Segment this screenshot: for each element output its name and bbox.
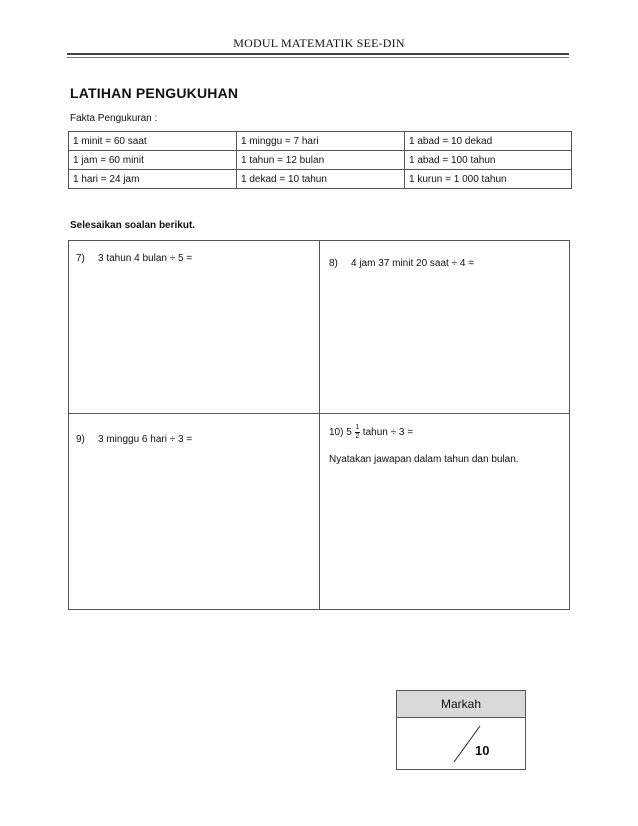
question-9 <box>76 434 192 445</box>
question-text: 4 jam 37 minit 20 saat ÷ 4 = <box>351 258 475 269</box>
question-number: 9) <box>76 434 85 445</box>
fact-cell: 1 kurun = 1 000 tahun <box>405 170 572 189</box>
fact-cell: 1 minggu = 7 hari <box>237 132 405 151</box>
fraction-numerator: 1 <box>355 424 360 431</box>
page-header-title: MODUL MATEMATIK SEE-DIN <box>233 36 405 50</box>
fact-cell: 1 tahun = 12 bulan <box>237 151 405 170</box>
question-text: 3 minggu 6 hari ÷ 3 = <box>98 434 193 445</box>
fact-cell: 1 abad = 10 dekad <box>405 132 572 151</box>
question-10-note: Nyatakan jawapan dalam tahun dan bulan. <box>329 454 519 465</box>
fraction-denominator: 2 <box>355 433 360 440</box>
table-row <box>69 132 572 151</box>
fact-cell: 1 jam = 60 minit <box>69 151 237 170</box>
question-grid <box>68 240 570 610</box>
score-total: 10 <box>475 743 490 758</box>
table-row <box>69 151 572 170</box>
grid-divider-horizontal <box>69 413 569 414</box>
table-row <box>69 170 572 189</box>
fact-cell: 1 hari = 24 jam <box>69 170 237 189</box>
section-title: LATIHAN PENGUKUHAN <box>70 85 239 101</box>
question-number: 8) <box>329 258 338 269</box>
score-label: Markah <box>397 691 525 718</box>
question-text: 3 tahun 4 bulan ÷ 5 = <box>98 253 193 264</box>
question-8 <box>329 258 474 269</box>
score-box <box>396 690 526 770</box>
header-rule-thin <box>67 57 569 58</box>
grid-divider-vertical <box>319 241 320 609</box>
fact-cell: 1 minit = 60 saat <box>69 132 237 151</box>
fraction <box>355 424 360 441</box>
header-rule <box>67 53 569 55</box>
question-7 <box>76 253 192 264</box>
question-number: 10) 5 <box>329 427 352 439</box>
fact-cell: 1 dekad = 10 tahun <box>237 170 405 189</box>
fact-cell: 1 abad = 100 tahun <box>405 151 572 170</box>
instruction-text: Selesaikan soalan berikut. <box>70 220 196 231</box>
question-number: 7) <box>76 253 85 264</box>
question-text: tahun ÷ 3 = <box>362 427 414 439</box>
facts-label: Fakta Pengukuran : <box>70 113 158 124</box>
question-10 <box>329 424 413 441</box>
facts-table <box>68 131 572 189</box>
